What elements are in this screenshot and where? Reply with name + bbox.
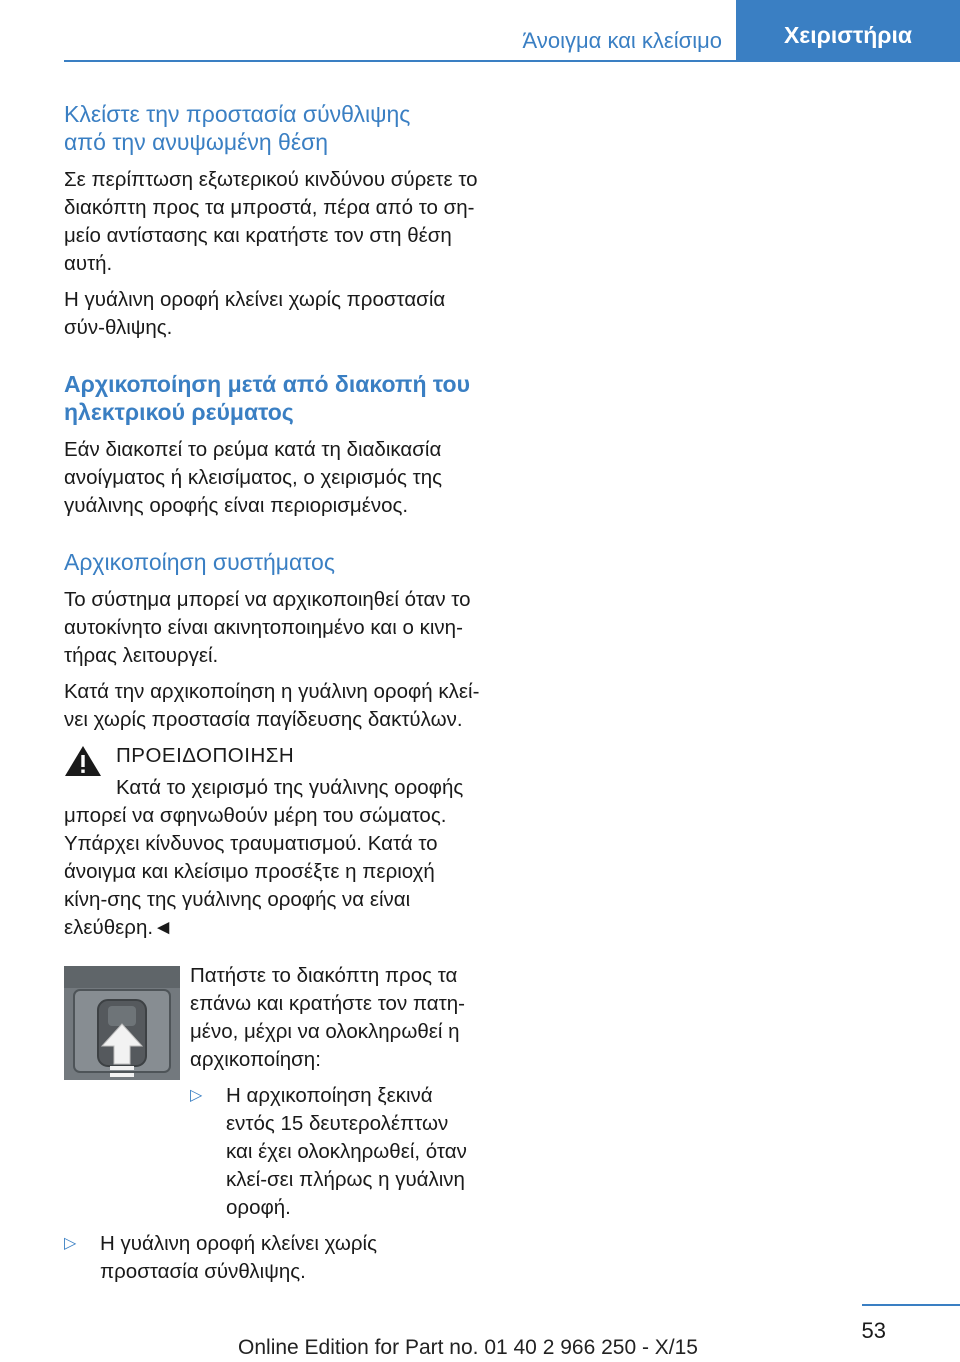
triangle-bullet-icon: ▷ (64, 1235, 77, 1252)
paragraph: Εάν διακοπεί το ρεύμα κατά τη διαδικασία ανοίγματος ή κλεισίματος, ο χειρισμός της γυάλινης οροφής είναι περιορισμένος. (64, 438, 442, 517)
warning-triangle-icon (64, 744, 102, 778)
footer-edition: Online Edition for Part no. 01 40 2 966 250 - X/15 (238, 1336, 698, 1359)
header-section-title: Άνοιγμα και κλείσιμο (522, 28, 722, 53)
section-title-system-init: Αρχικοποίηση συστήματος (64, 549, 335, 575)
page-content (64, 100, 480, 1294)
section-title-close-no-protection (64, 100, 480, 156)
instruction-text: Πατήστε το διακόπτη προς τα επάνω και κρατήστε τον πατη-μένο, μέχρι να ολοκληρωθεί η αρχικοποίηση: (190, 964, 465, 1071)
list-item-text: Η αρχικοποίηση ξεκινά εντός 15 δευτερολέπτων και έχει ολοκληρωθεί, όταν κλεί-σει πλήρως η γυάλινη οροφή. (226, 1084, 467, 1219)
paragraph: Κατά την αρχικοποίηση η γυάλινη οροφή κλεί-νει χωρίς προστασία παγίδευσης δακτύλων. (64, 680, 480, 731)
roof-switch-photo (64, 966, 180, 1080)
triangle-bullet-icon: ▷ (190, 1087, 203, 1104)
list-item (64, 1230, 480, 1286)
title-line: ηλεκτρικού ρεύματος (64, 399, 294, 425)
paragraph: Το σύστημα μπορεί να αρχικοποιηθεί όταν το αυτοκίνητο είναι ακινητοποιημένο και ο κινη-τήρας λειτουργεί. (64, 588, 471, 667)
page-header (0, 0, 960, 62)
title-line: από την ανυψωμένη θέση (64, 129, 329, 155)
list-item-text: Η γυάλινη οροφή κλείνει χωρίς προστασία σύνθλιψης. (100, 1232, 377, 1283)
paragraph: Η γυάλινη οροφή κλείνει χωρίς προστασία σύν-θλιψης. (64, 288, 446, 339)
title-line: Αρχικοποίηση μετά από διακοπή του (64, 371, 470, 397)
title-line: Κλείστε την προστασία σύνθλιψης (64, 101, 411, 127)
instruction-block (64, 962, 480, 1286)
page-number: 53 (861, 1318, 886, 1343)
warning-text: Κατά το χειρισμό της γυάλινης οροφής μπορεί να σφηνωθούν μέρη του σώματος. Υπάρχει κίνδυνος τραυματισμού. Κατά το άνοιγμα και κλείσιμο προσέξτε η περιοχή κίνη-σης της γυάλινης οροφής να είναι ελεύθερη.◄ (64, 776, 464, 939)
warning-block (64, 742, 480, 942)
header-chapter-tab: Χειριστήρια (736, 0, 960, 62)
section-title-power-interruption (64, 370, 480, 426)
header-divider (64, 60, 960, 62)
paragraph: Σε περίπτωση εξωτερικού κινδύνου σύρετε το διακόπτη προς τα μπροστά, πέρα από το ση-μείο αντίστασης και κρατήστε τον στη θέση αυτή. (64, 168, 478, 275)
warning-title: ΠΡΟΕΙΔΟΠΟΙΗΣΗ (116, 744, 295, 767)
footer-divider (862, 1304, 960, 1306)
list-item (190, 1082, 480, 1222)
